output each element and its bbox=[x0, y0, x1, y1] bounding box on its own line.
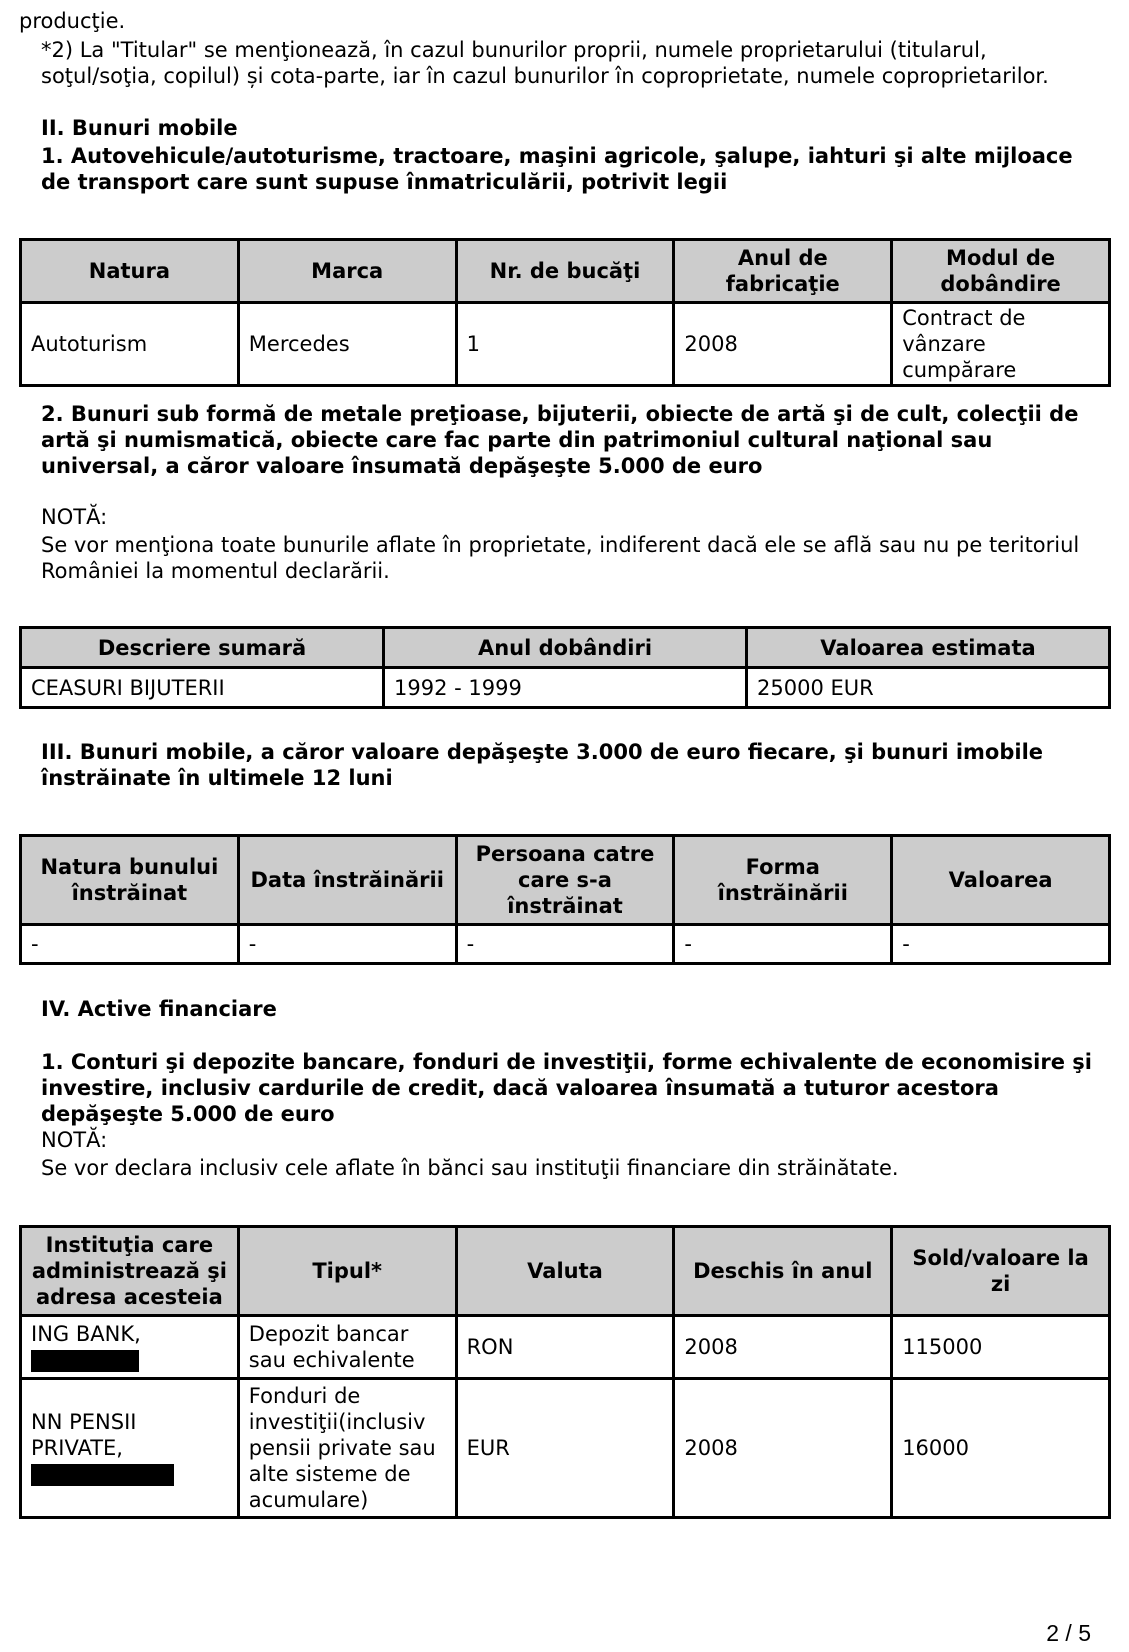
cell: Contract de vânzare cumpărare bbox=[892, 303, 1110, 386]
cell bbox=[21, 1379, 239, 1518]
col-header: Anul dobândiri bbox=[384, 628, 747, 668]
col-header: Valoarea bbox=[892, 836, 1110, 925]
note-label: NOTĂ: bbox=[41, 505, 108, 529]
footnote-2: *2) La "Titular" se menţionează, în cazul bunurilor proprii, numele proprietarului (titularul, soţul/soţia, copilul) și cota-parte, iar în cazul bunurilor în coproprietate, numele coproprietarilor. bbox=[41, 38, 1049, 88]
cell: 1 bbox=[456, 303, 674, 386]
table-row bbox=[21, 925, 1110, 964]
alienated-assets-table bbox=[19, 834, 1111, 965]
col-header: Anul de fabricaţie bbox=[674, 240, 892, 303]
section-2-2-title: 2. Bunuri sub formă de metale preţioase, bijuterii, obiecte de artă şi de cult, colecţii de artă şi numismatică, obiecte care fac parte din patrimoniul cultural naţional sau universal, a căror valoare însumată depăşeşte 5.000 de euro bbox=[41, 402, 1079, 478]
cell: 2008 bbox=[674, 1379, 892, 1518]
col-header: Forma înstrăinării bbox=[674, 836, 892, 925]
redacted-address bbox=[31, 1464, 174, 1486]
col-header: Data înstrăinării bbox=[238, 836, 456, 925]
col-header: Natura bbox=[21, 240, 239, 303]
cell: EUR bbox=[456, 1379, 674, 1518]
cell: 115000 bbox=[892, 1316, 1110, 1379]
cell: RON bbox=[456, 1316, 674, 1379]
cell: CEASURI BIJUTERII bbox=[21, 668, 384, 708]
cell: - bbox=[674, 925, 892, 964]
cell: - bbox=[456, 925, 674, 964]
table-header-row bbox=[21, 1227, 1110, 1316]
cell bbox=[21, 1316, 239, 1379]
cell: 1992 - 1999 bbox=[384, 668, 747, 708]
col-header: Tipul* bbox=[238, 1227, 456, 1316]
cell: 16000 bbox=[892, 1379, 1110, 1518]
col-header: Instituţia care administrează şi adresa acesteia bbox=[21, 1227, 239, 1316]
page-number: 2 / 5 bbox=[1046, 1620, 1091, 1646]
note-label: NOTĂ: bbox=[41, 1128, 108, 1152]
col-header: Valuta bbox=[456, 1227, 674, 1316]
col-header: Valoarea estimata bbox=[747, 628, 1110, 668]
section-2-title: II. Bunuri mobile bbox=[41, 116, 238, 140]
col-header: Modul de dobândire bbox=[892, 240, 1110, 303]
cell: - bbox=[892, 925, 1110, 964]
cell: Fonduri de investiţii(inclusiv pensii private sau alte sisteme de acumulare) bbox=[238, 1379, 456, 1518]
col-header: Persoana catre care s-a înstrăinat bbox=[456, 836, 674, 925]
cell: 2008 bbox=[674, 1316, 892, 1379]
col-header: Descriere sumară bbox=[21, 628, 384, 668]
institution-name: NN PENSII PRIVATE, bbox=[31, 1410, 137, 1460]
table-row bbox=[21, 1316, 1110, 1379]
intro-continuation: producţie. bbox=[19, 9, 126, 33]
table-row bbox=[21, 303, 1110, 386]
section-4-title: IV. Active financiare bbox=[41, 997, 277, 1021]
table-header-row bbox=[21, 628, 1110, 668]
note-text: Se vor declara inclusiv cele aflate în bănci sau instituţii financiare din străinătate. bbox=[41, 1156, 899, 1180]
section-3-title: III. Bunuri mobile, a căror valoare depăşeşte 3.000 de euro fiecare, şi bunuri imobile înstrăinate în ultimele 12 luni bbox=[41, 740, 1044, 790]
col-header: Sold/valoare la zi bbox=[892, 1227, 1110, 1316]
table-header-row bbox=[21, 836, 1110, 925]
table-header-row bbox=[21, 240, 1110, 303]
col-header: Natura bunului înstrăinat bbox=[21, 836, 239, 925]
note-text: Se vor menţiona toate bunurile aflate în proprietate, indiferent dacă ele se află sau nu pe teritoriul României la momentul declarării. bbox=[41, 533, 1080, 583]
table-row bbox=[21, 1379, 1110, 1518]
col-header: Deschis în anul bbox=[674, 1227, 892, 1316]
cell: - bbox=[238, 925, 456, 964]
vehicles-table bbox=[19, 238, 1111, 387]
table-row bbox=[21, 668, 1110, 708]
cell: - bbox=[21, 925, 239, 964]
section-4-1-title: 1. Conturi şi depozite bancare, fonduri de investiţii, forme echivalente de economisire şi investire, inclusiv cardurile de credit, dacă valoarea însumată a tuturor acestora depăşeşte 5.000 de euro bbox=[41, 1050, 1092, 1126]
valuables-table bbox=[19, 626, 1111, 709]
col-header: Marca bbox=[238, 240, 456, 303]
cell: Mercedes bbox=[238, 303, 456, 386]
bank-accounts-table bbox=[19, 1225, 1111, 1519]
col-header: Nr. de bucăţi bbox=[456, 240, 674, 303]
section-2-1-title: 1. Autovehicule/autoturisme, tractoare, maşini agricole, şalupe, iahturi şi alte mijloace de transport care sunt supuse înmatriculării, potrivit legii bbox=[41, 144, 1073, 194]
redacted-address bbox=[31, 1350, 139, 1372]
cell: 25000 EUR bbox=[747, 668, 1110, 708]
cell: Depozit bancar sau echivalente bbox=[238, 1316, 456, 1379]
institution-name: ING BANK, bbox=[31, 1322, 141, 1346]
cell: Autoturism bbox=[21, 303, 239, 386]
cell: 2008 bbox=[674, 303, 892, 386]
